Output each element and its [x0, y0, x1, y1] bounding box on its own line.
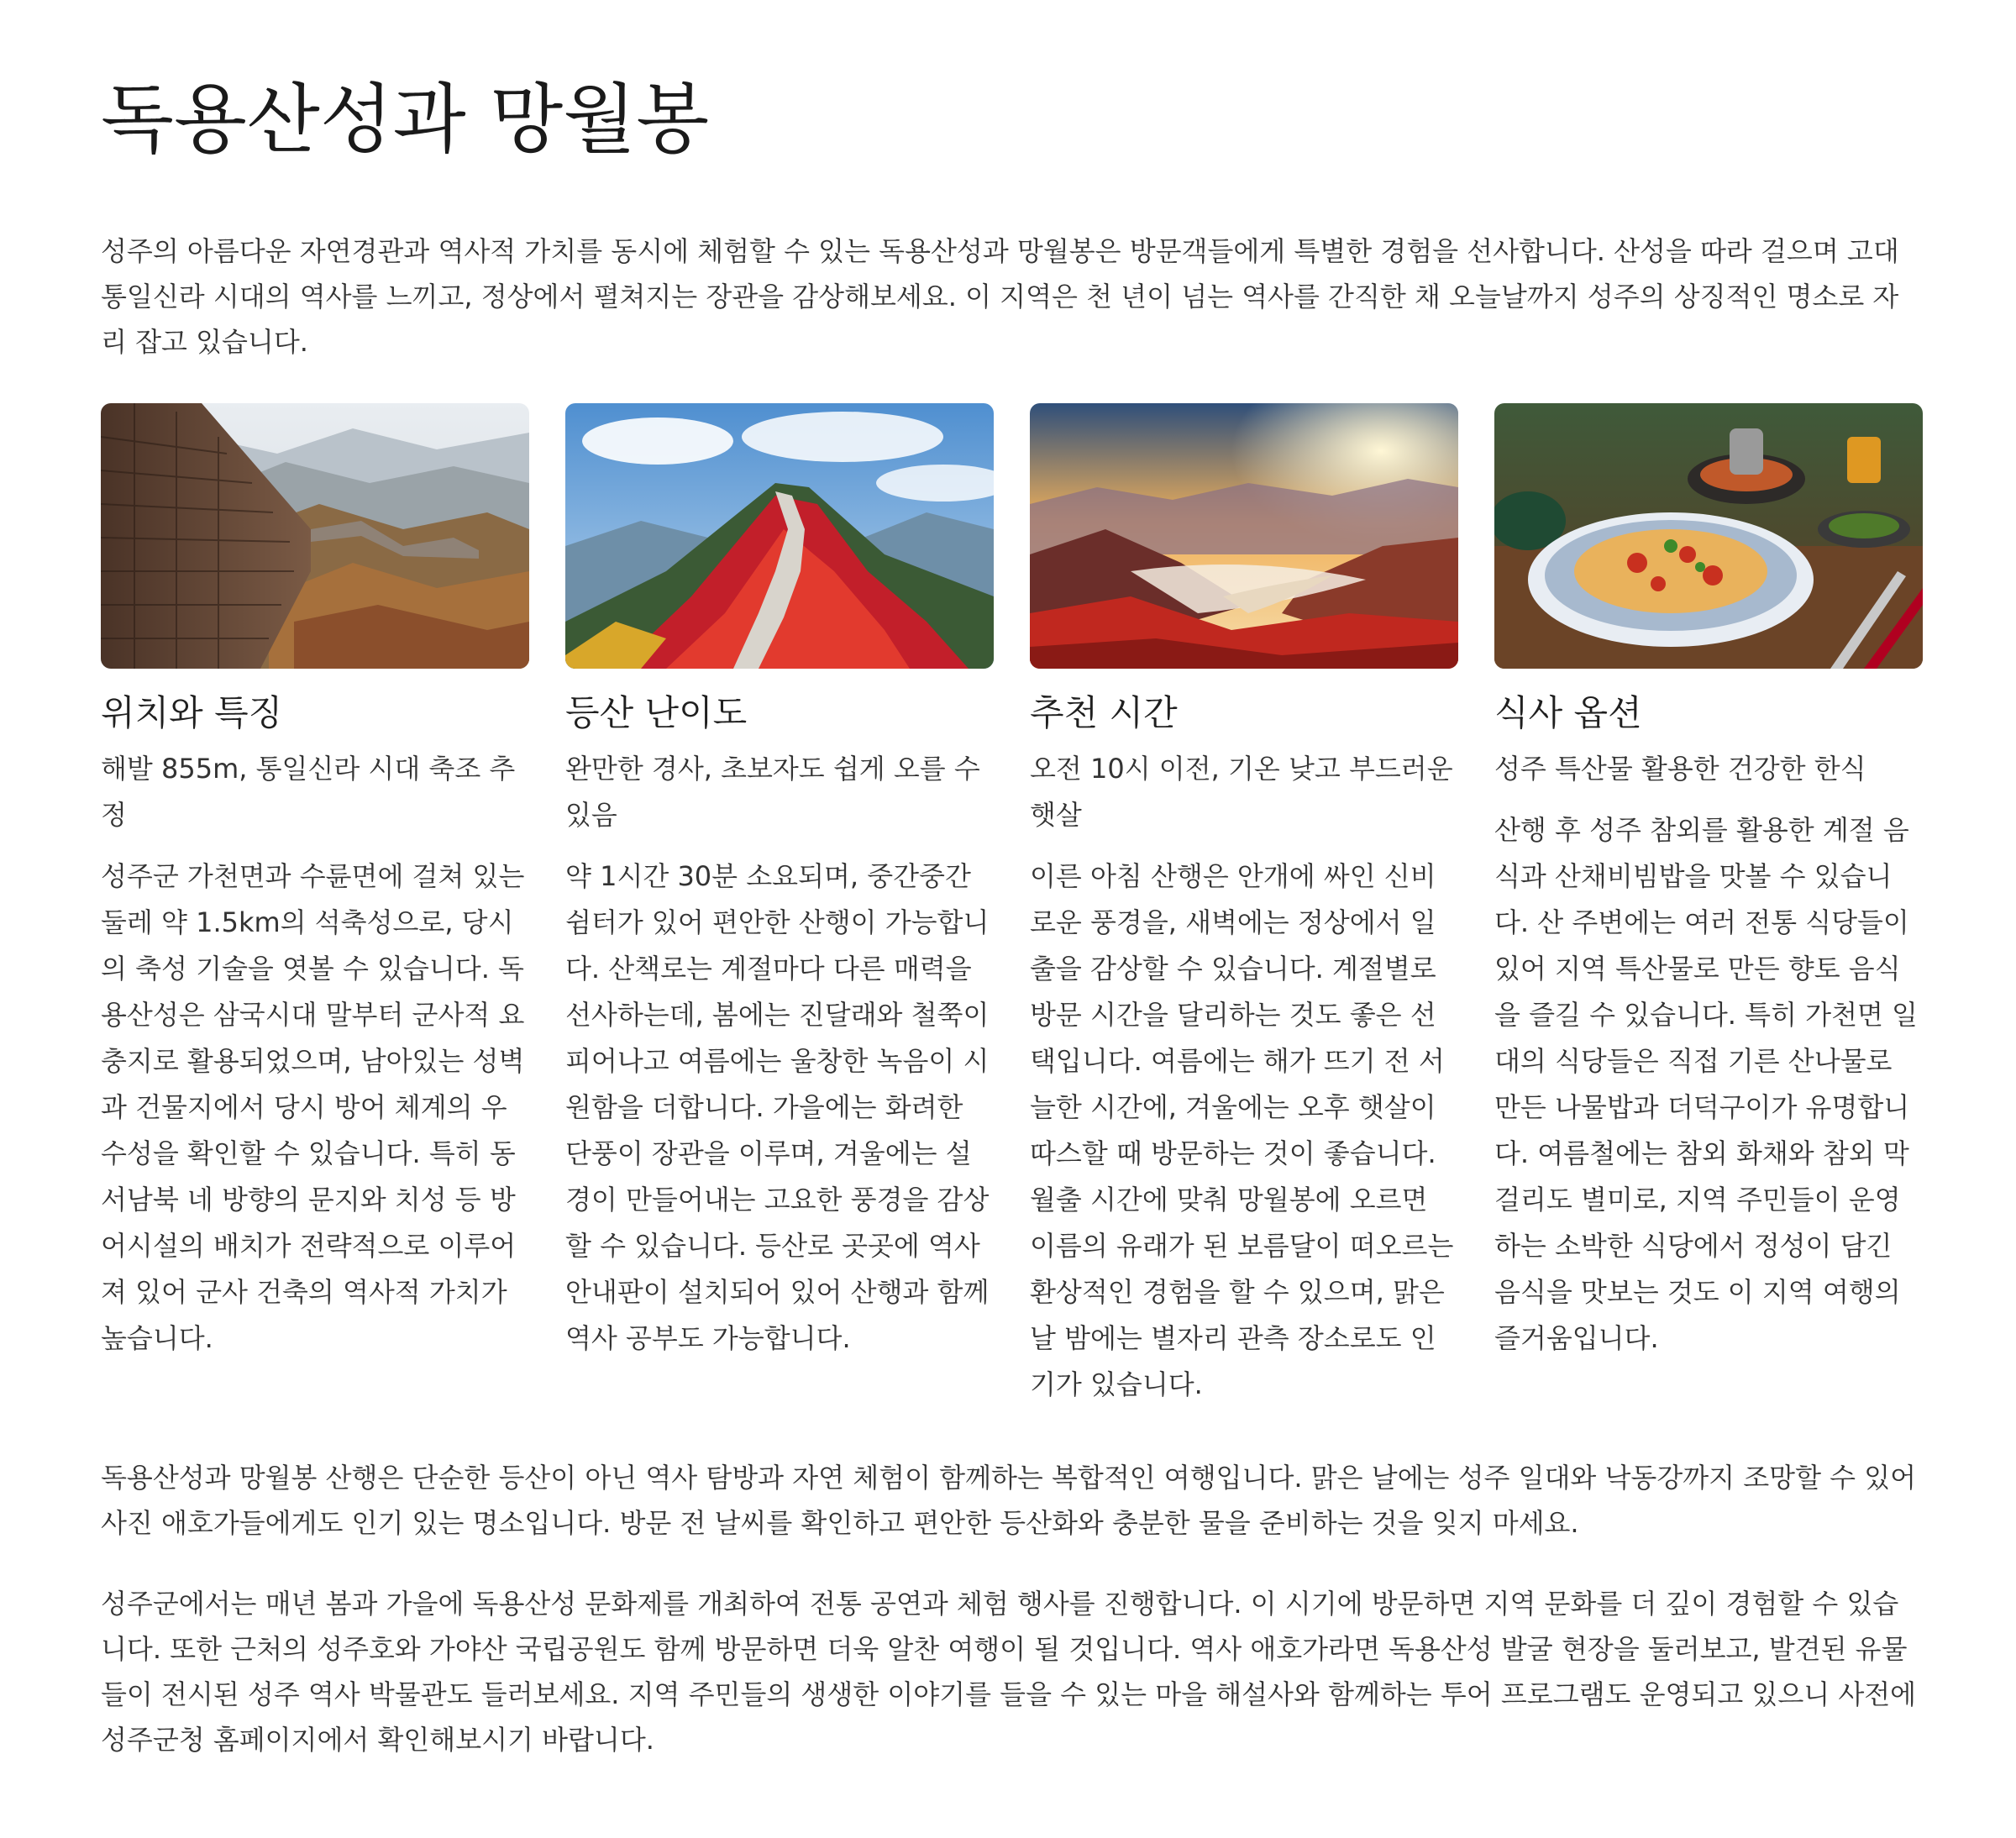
page-title: 독용산성과 망월봉 — [101, 76, 710, 164]
card-subtitle: 완만한 경사, 초보자도 쉽게 오를 수 있음 — [565, 753, 980, 831]
feature-cards — [101, 403, 1924, 1408]
card-title: 식사 옵션 — [1494, 692, 1642, 733]
card-location — [101, 403, 529, 1408]
sunrise-valley-fog-photo — [1030, 403, 1458, 669]
card-title: 등산 난이도 — [565, 692, 748, 733]
korean-meal-table-photo — [1494, 403, 1923, 669]
closing-paragraph-1: 독용산성과 망월봉 산행은 단순한 등산이 아닌 역사 탐방과 자연 체험이 함께하는 복합적인 여행입니다. 맑은 날에는 성주 일대와 낙동강까지 조망할 수 있어 사진 애호가들에게도 인기 있는 명소입니다. 방문 전 날씨를 확인하고 편안한 등산화와 충분한 물을 준비하는 것을 잊지 마세요. — [101, 1462, 1917, 1539]
card-title: 추천 시간 — [1030, 692, 1178, 733]
fortress-wall-mountain-photo — [101, 403, 529, 669]
card-body: 산행 후 성주 참외를 활용한 계절 음식과 산채비빔밥을 맛볼 수 있습니다. 산 주변에는 여러 전통 식당들이 있어 지역 특산물로 만든 향토 음식을 즐길 수 있습니다. 특히 가천면 일대의 식당들은 직접 기른 산나물로 만든 나물밥과 더덕구이가 유명합니다. 여름철에는 참외 화채와 참외 막걸리도 별미로, 지역 주민들이 운영하는 소박한 식당에서 정성이 담긴 음식을 맛보는 것도 이 지역 여행의 즐거움입니다. — [1494, 814, 1918, 1354]
card-body: 이른 아침 산행은 안개에 싸인 신비로운 풍경을, 새벽에는 정상에서 일출을 감상할 수 있습니다. 계절별로 방문 시간을 달리하는 것도 좋은 선택입니다. 여름에는 해가 뜨기 전 서늘한 시간에, 겨울에는 오후 햇살이 따스할 때 방문하는 것이 좋습니다. 월출 시간에 맞춰 망월봉에 오르면 이름의 유래가 된 보름달이 떠오르는 환상적인 경험을 할 수 있으며, 맑은 날 밤에는 별자리 관측 장소로도 인기가 있습니다. — [1030, 860, 1454, 1400]
card-body: 약 1시간 30분 소요되며, 중간중간 쉼터가 있어 편안한 산행이 가능합니다. 산책로는 계절마다 다른 매력을 선사하는데, 봄에는 진달래와 철쭉이 피어나고 여름에는 울창한 녹음이 시원함을 더합니다. 가을에는 화려한 단풍이 장관을 이루며, 겨울에는 설경이 만들어내는 고요한 풍경을 감상할 수 있습니다. 등산로 곳곳에 역사 안내판이 설치되어 있어 산행과 함께 역사 공부도 가능합니다. — [565, 860, 990, 1354]
intro-paragraph: 성주의 아름다운 자연경관과 역사적 가치를 동시에 체험할 수 있는 독용산성과 망월봉은 방문객들에게 특별한 경험을 선사합니다. 산성을 따라 걸으며 고대 통일신라 시대의 역사를 느끼고, 정상에서 펼쳐지는 장관을 감상해보세요. 이 지역은 천 년이 넘는 역사를 간직한 채 오늘날까지 성주의 상징적인 명소로 자리 잡고 있습니다. — [101, 235, 1899, 358]
card-difficulty — [565, 403, 994, 1408]
card-subtitle: 해발 855m, 통일신라 시대 축조 추정 — [101, 753, 516, 831]
card-body: 성주군 가천면과 수륜면에 걸쳐 있는 둘레 약 1.5km의 석축성으로, 당시의 축성 기술을 엿볼 수 있습니다. 독용산성은 삼국시대 말부터 군사적 요충지로 활용되었으며, 남아있는 성벽과 건물지에서 당시 방어 체계의 우수성을 확인할 수 있습니다. 특히 동서남북 네 방향의 문지와 치성 등 방어시설의 배치가 전략적으로 이루어져 있어 군사 건축의 역사적 가치가 높습니다. — [101, 860, 525, 1354]
card-subtitle: 오전 10시 이전, 기온 낮고 부드러운 햇살 — [1030, 753, 1453, 831]
card-recommended-time — [1030, 403, 1458, 1408]
card-subtitle: 성주 특산물 활용한 건강한 한식 — [1494, 753, 1866, 785]
card-title: 위치와 특징 — [101, 692, 283, 733]
card-dining — [1494, 403, 1923, 1408]
closing-paragraph-2: 성주군에서는 매년 봄과 가을에 독용산성 문화제를 개최하여 전통 공연과 체험 행사를 진행합니다. 이 시기에 방문하면 지역 문화를 더 깊이 경험할 수 있습니다. 또한 근처의 성주호와 가야산 국립공원도 함께 방문하면 더욱 알찬 여행이 될 것입니다. 역사 애호가라면 독용산성 발굴 현장을 둘러보고, 발견된 유물들이 전시된 성주 역사 박물관도 들러보세요. 지역 주민들의 생생한 이야기를 들을 수 있는 마을 해설사와 함께하는 투어 프로그램도 운영되고 있으니 사전에 성주군청 홈페이지에서 확인해보시기 바랍니다. — [101, 1588, 1917, 1756]
autumn-mountain-trail-photo — [565, 403, 994, 669]
